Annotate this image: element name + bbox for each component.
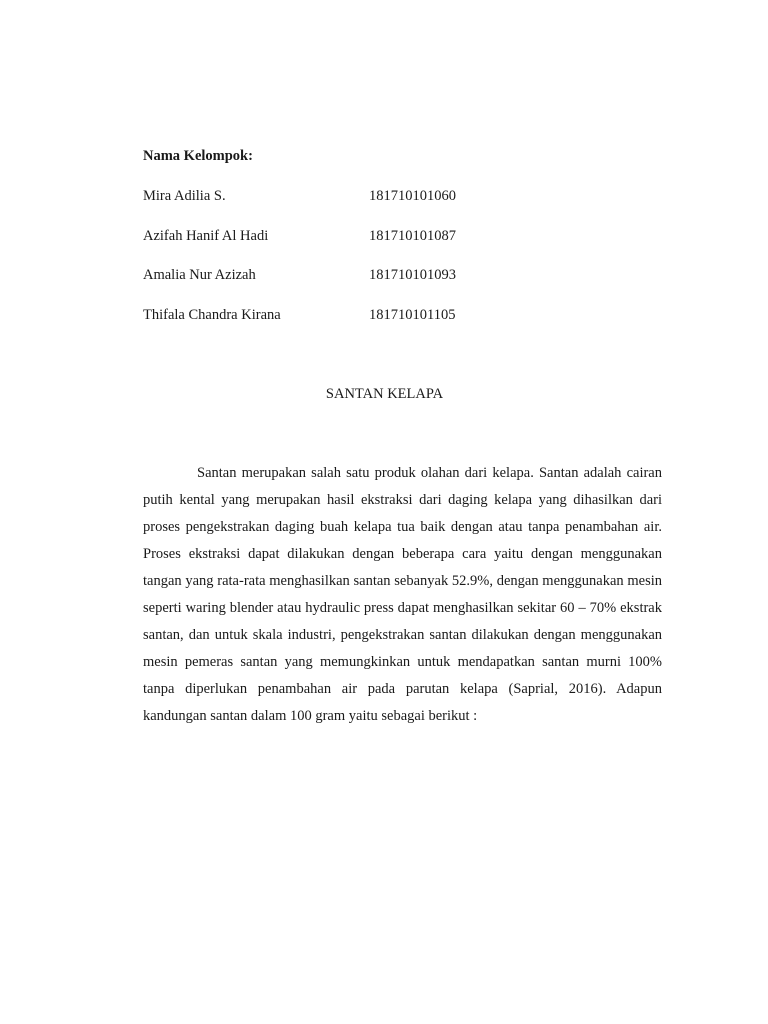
member-id: 181710101060: [369, 188, 456, 204]
group-heading: Nama Kelompok:: [143, 148, 253, 164]
member-name: Thifala Chandra Kirana: [143, 307, 281, 323]
body-paragraph: Santan merupakan salah satu produk olahan dari kelapa. Santan adalah cairan putih kental yang merupakan hasil ekstraksi dari daging kelapa yang dihasilkan dari proses pengekstrakan daging buah kelapa tua baik dengan atau tanpa penambahan air. Proses ekstraksi dapat dilakukan dengan beberapa cara yaitu dengan menggunakan tangan yang rata-rata menghasilkan santan sebanyak 52.9%, dengan menggunakan mesin seperti waring blender atau hydraulic press dapat menghasilkan sekitar 60 – 70% ekstrak santan, dan untuk skala industri, pengekstrakan santan dilakukan dengan menggunakan mesin pemeras santan yang memungkinkan untuk mendapatkan santan murni 100% tanpa diperlukan penambahan air pada parutan kelapa (Saprial, 2016). Adapun kandungan santan dalam 100 gram yaitu sebagai berikut :: [143, 465, 662, 724]
member-name: Azifah Hanif Al Hadi: [143, 228, 269, 244]
member-id: 181710101087: [369, 228, 456, 244]
member-name: Mira Adilia S.: [143, 188, 226, 204]
member-row: [143, 265, 543, 285]
member-row: [143, 305, 543, 325]
member-row: [143, 226, 543, 246]
document-title: SANTAN KELAPA: [325, 386, 444, 402]
member-row: [143, 186, 543, 206]
member-name: Amalia Nur Azizah: [143, 267, 256, 283]
member-id: 181710101093: [369, 267, 456, 283]
member-id: 181710101105: [369, 307, 456, 323]
